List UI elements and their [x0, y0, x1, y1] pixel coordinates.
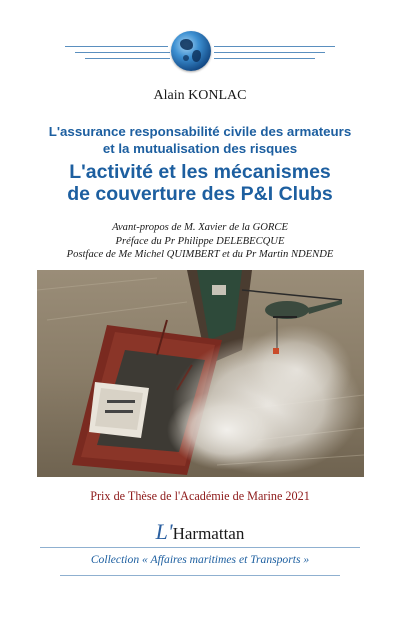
collection-rule-bottom [60, 575, 340, 576]
top-rule-right-2 [214, 52, 325, 53]
book-subtitle [20, 123, 380, 157]
globe-icon [171, 31, 211, 71]
collection-rule-top [40, 547, 360, 548]
title-line-1: L'activité et les mécanismes [69, 161, 331, 183]
top-rule-left-2 [75, 52, 170, 53]
top-rule-left-1 [65, 46, 168, 47]
subtitle-line-1: L'assurance responsabilité civile des armateurs [48, 124, 352, 139]
top-rule-left-3 [85, 58, 170, 59]
award-line: Prix de Thèse de l'Académie de Marine 2021 [90, 489, 310, 503]
credit-preface: Préface du Pr Philippe DELEBECQUE [115, 235, 285, 247]
credit-foreword: Avant-propos de M. Xavier de la GORCE [112, 222, 288, 233]
top-rule-right-1 [214, 46, 335, 47]
harmattan-logo: L' [155, 519, 173, 544]
top-rule-right-3 [214, 58, 315, 59]
publisher-name: Harmattan [172, 524, 245, 543]
cover-photo [37, 270, 364, 477]
credits-block [20, 221, 380, 262]
title-line-2: de couverture des P&I Clubs [67, 183, 333, 205]
publisher-logo [0, 519, 400, 545]
collection-name: Collection « Affaires maritimes et Transports » [90, 553, 310, 566]
subtitle-line-2: et la mutualisation des risques [102, 141, 298, 156]
book-title [20, 161, 380, 205]
credit-postface: Postface de Me Michel QUIMBERT et du Pr Martin NDENDE [66, 249, 334, 260]
author-name: Alain KONLAC [153, 88, 247, 103]
